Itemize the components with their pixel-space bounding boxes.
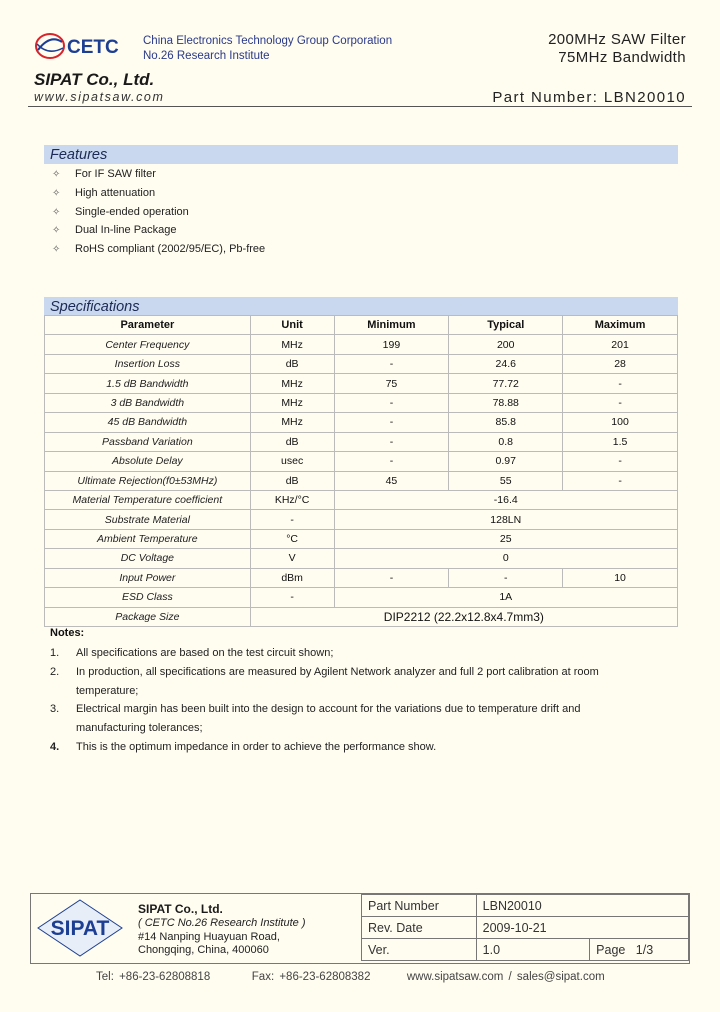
sipat-logo bbox=[36, 898, 124, 958]
table-row: Ver. 1.0 Page 1/3 bbox=[362, 939, 689, 961]
cetc-logo bbox=[34, 30, 134, 62]
footer-company-name: SIPAT Co., Ltd. bbox=[138, 902, 223, 916]
page-indicator: Page 1/3 bbox=[590, 939, 689, 961]
note-item: 1. All specifications are based on the test circuit shown; bbox=[50, 647, 334, 659]
column-header: Minimum bbox=[334, 316, 449, 335]
header-divider bbox=[28, 106, 692, 107]
specifications-table bbox=[44, 315, 678, 627]
table-row: Absolute Delay usec - 0.97 - bbox=[45, 452, 678, 471]
diamond-bullet-icon: ✧ bbox=[52, 244, 61, 255]
feature-item: ✧ For IF SAW filter bbox=[52, 168, 156, 180]
specifications-heading: Specifications bbox=[44, 297, 678, 316]
table-row: Substrate Material - 128LN bbox=[45, 510, 678, 529]
institute-name: No.26 Research Institute bbox=[143, 50, 270, 62]
feature-item: ✧ High attenuation bbox=[52, 187, 156, 199]
cetc-logo-text: CETC bbox=[67, 37, 119, 58]
diamond-bullet-icon: ✧ bbox=[52, 169, 61, 180]
diamond-bullet-icon: ✧ bbox=[52, 188, 61, 199]
note-item: 3. Electrical margin has been built into the design to account for the variations due to temperature drift and bbox=[50, 703, 581, 715]
feature-item: ✧ Single-ended operation bbox=[52, 206, 189, 218]
feature-item: ✧ Dual In-line Package bbox=[52, 224, 177, 236]
note-item: 4. This is the optimum impedance in order to achieve the performance show. bbox=[50, 741, 437, 753]
table-row: Insertion Loss dB - 24.6 28 bbox=[45, 354, 678, 373]
table-row: Rev. Date 2009-10-21 bbox=[362, 917, 689, 939]
table-header-row bbox=[45, 316, 678, 335]
note-item-continued: temperature; bbox=[76, 685, 139, 697]
table-row: 1.5 dB Bandwidth MHz 75 77.72 - bbox=[45, 374, 678, 393]
table-row: DC Voltage V 0 bbox=[45, 549, 678, 568]
part-number-heading: Part Number: LBN20010 bbox=[492, 89, 686, 106]
contact-web-email[interactable]: www.sipatsaw.com / sales@sipat.com bbox=[406, 971, 605, 983]
product-subtitle: 75MHz Bandwidth bbox=[558, 49, 686, 66]
document-info-table bbox=[361, 894, 689, 961]
table-row: Center Frequency MHz 199 200 201 bbox=[45, 335, 678, 354]
table-row: Part Number LBN20010 bbox=[362, 895, 689, 917]
contact-line bbox=[96, 971, 605, 983]
footer-address: #14 Nanping Huayuan Road, bbox=[138, 931, 280, 943]
column-header: Maximum bbox=[563, 316, 678, 335]
column-header: Typical bbox=[449, 316, 563, 335]
diamond-bullet-icon: ✧ bbox=[52, 225, 61, 236]
website-link[interactable]: www.sipatsaw.com bbox=[34, 90, 165, 104]
diamond-bullet-icon: ✧ bbox=[52, 207, 61, 218]
footer-city: Chongqing, China, 400060 bbox=[138, 944, 269, 956]
table-row: 45 dB Bandwidth MHz - 85.8 100 bbox=[45, 413, 678, 432]
note-item: 2. In production, all specifications are measured by Agilent Network analyzer and full 2 port calibration at room bbox=[50, 666, 599, 678]
column-header: Parameter bbox=[45, 316, 251, 335]
table-row: Passband Variation dB - 0.8 1.5 bbox=[45, 432, 678, 451]
column-header: Unit bbox=[250, 316, 334, 335]
product-title: 200MHz SAW Filter bbox=[548, 31, 686, 48]
table-row: ESD Class - 1A bbox=[45, 588, 678, 607]
tel-number: Tel: +86-23-62808818 bbox=[96, 971, 211, 983]
table-row: Input Power dBm - - 10 bbox=[45, 568, 678, 587]
feature-item: ✧ RoHS compliant (2002/95/EC), Pb-free bbox=[52, 243, 266, 255]
table-row: Material Temperature coefficient KHz/°C -16.4 bbox=[45, 490, 678, 509]
brand-name: SIPAT Co., Ltd. bbox=[34, 70, 155, 89]
sipat-logo-text: SIPAT bbox=[50, 917, 110, 940]
notes-heading: Notes: bbox=[50, 627, 85, 639]
features-heading: Features bbox=[44, 145, 678, 164]
company-name: China Electronics Technology Group Corporation bbox=[143, 35, 393, 47]
table-row: 3 dB Bandwidth MHz - 78.88 - bbox=[45, 393, 678, 412]
fax-number: Fax: +86-23-62808382 bbox=[251, 971, 371, 983]
table-row: Package Size DIP2212 (22.2x12.8x4.7mm3) bbox=[45, 607, 678, 626]
table-row: Ultimate Rejection(f0±53MHz) dB 45 55 - bbox=[45, 471, 678, 490]
table-row: Ambient Temperature °C 25 bbox=[45, 529, 678, 548]
footer-institute: ( CETC No.26 Research Institute ) bbox=[138, 917, 306, 929]
note-item-continued: manufacturing tolerances; bbox=[76, 722, 203, 734]
